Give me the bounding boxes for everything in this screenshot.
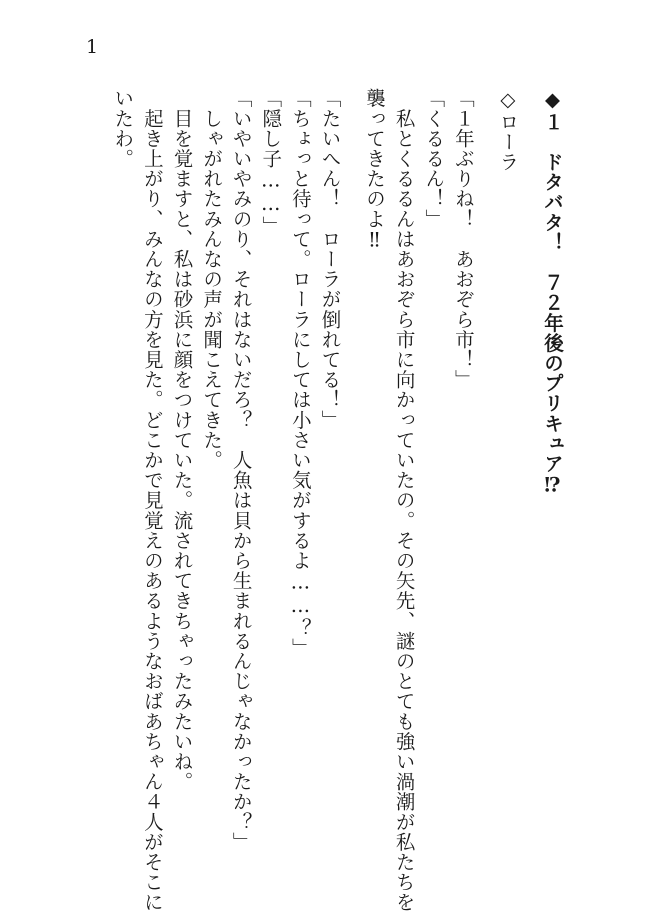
text-line: いたわ。 bbox=[111, 88, 135, 169]
text-line: 「いやいやみのり、それはないだろ？ 人魚は貝から生まれるんじゃなかったか？」 bbox=[229, 88, 253, 852]
text-line: 「１年ぶりね！ あおぞら市！」 bbox=[451, 88, 475, 390]
chapter-title: ◆１ ドタバタ！ ７２年後のプリキュア⁉ bbox=[541, 88, 564, 497]
text-line: 私とくるるんはあおぞら市に向かっていたの。その矢先、謎のとても強い渦潮が私たちを bbox=[392, 88, 416, 912]
text-line: 「隠し子……」 bbox=[259, 88, 283, 236]
page-number: 1 bbox=[86, 36, 99, 58]
text-line: 「くるるん！」 bbox=[422, 88, 446, 229]
text-line: 「ちょっと待って。ローラにしては小さい気がするよ……？」 bbox=[288, 88, 312, 658]
text-line: 起き上がり、みんなの方を見た。どこかで見覚えのあるようなおばあちゃん４人がそこに bbox=[140, 88, 164, 912]
text-line: 襲ってきたのよ‼ bbox=[363, 88, 387, 253]
section-title: ◇ローラ bbox=[496, 88, 520, 172]
vertical-text-body bbox=[67, 88, 567, 912]
text-line: しゃがれたみんなの声が聞こえてきた。 bbox=[200, 88, 224, 470]
text-line: 目を覚ますと、私は砂浜に顔をつけていた。流されてきちゃったみたいね。 bbox=[170, 88, 194, 792]
text-line: 「たいへん！ ローラが倒れてる！」 bbox=[318, 88, 342, 430]
